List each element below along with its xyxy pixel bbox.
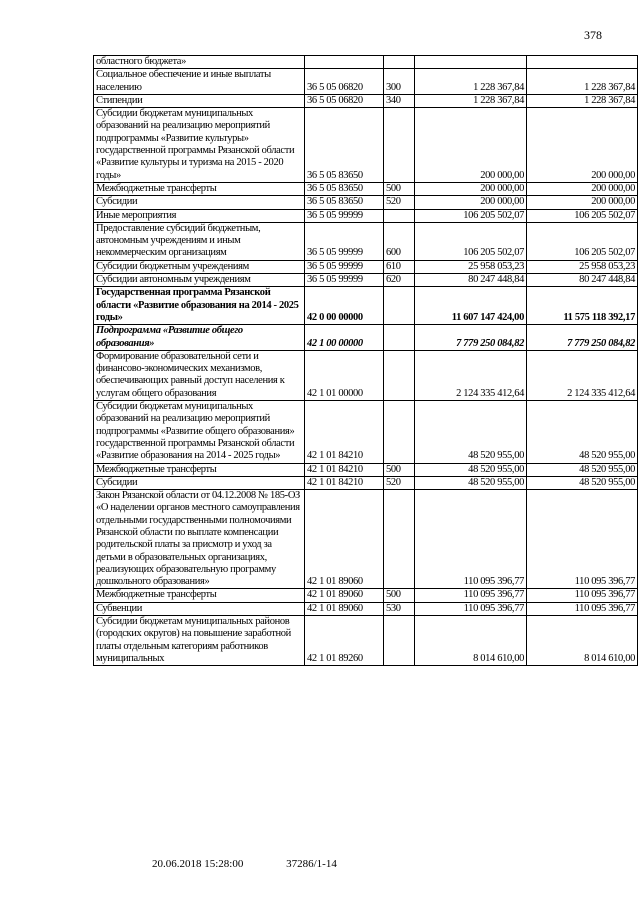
row-sum1-cell: 48 520 955,00 (415, 476, 527, 489)
row-name-cell: Субсидии автономным учреждениям (94, 274, 305, 287)
table-row (94, 108, 638, 183)
row-name-cell: Межбюджетные трансферты (94, 589, 305, 602)
row-vr-cell: 520 (384, 476, 415, 489)
table-row (94, 401, 638, 463)
row-name-cell: Субсидии бюджетам муниципальных образований на реализацию мероприятий подпрограммы «Развитие культуры» государственной программы Рязанской области «Развитие культуры и туризма на 2015 - 2020 годы» (94, 108, 305, 183)
row-sum1-cell: 106 205 502,07 (415, 222, 527, 260)
row-vr-cell (384, 325, 415, 351)
row-sum2-cell: 200 000,00 (527, 196, 638, 209)
row-sum1-cell: 200 000,00 (415, 182, 527, 195)
table-row (94, 589, 638, 602)
row-vr-cell: 500 (384, 589, 415, 602)
row-vr-cell (384, 616, 415, 666)
row-csr-cell: 42 1 01 89060 (305, 490, 384, 589)
row-csr-cell: 36 5 05 83650 (305, 182, 384, 195)
row-name-cell: Предоставление субсидий бюджетным, автономным учреждениям и иным некоммерческим организациям (94, 222, 305, 260)
table-row (94, 260, 638, 273)
budget-table-body (94, 56, 638, 666)
table-row (94, 222, 638, 260)
row-name-cell: Межбюджетные трансферты (94, 463, 305, 476)
table-row (94, 350, 638, 400)
row-name-cell: Субсидии бюджетным учреждениям (94, 260, 305, 273)
table-row (94, 274, 638, 287)
table-row (94, 209, 638, 222)
table-row (94, 94, 638, 107)
row-sum2-cell: 8 014 610,00 (527, 616, 638, 666)
row-name-cell: Социальное обеспечение и иные выплаты населению (94, 69, 305, 95)
row-sum1-cell: 80 247 448,84 (415, 274, 527, 287)
page-footer (152, 858, 377, 870)
table-row (94, 602, 638, 615)
row-sum2-cell: 7 779 250 084,82 (527, 325, 638, 351)
footer-doc-number: 37286/1-14 (286, 858, 337, 870)
row-vr-cell: 610 (384, 260, 415, 273)
page-number: 378 (584, 28, 602, 42)
budget-table (93, 55, 638, 666)
row-csr-cell: 42 0 00 00000 (305, 287, 384, 325)
row-name-cell: Стипендии (94, 94, 305, 107)
row-csr-cell: 36 5 05 99999 (305, 274, 384, 287)
row-name-cell: Межбюджетные трансферты (94, 182, 305, 195)
row-sum1-cell: 25 958 053,23 (415, 260, 527, 273)
row-name-cell: Субсидии (94, 196, 305, 209)
row-csr-cell: 42 1 01 89260 (305, 616, 384, 666)
row-sum1-cell: 2 124 335 412,64 (415, 350, 527, 400)
row-sum1-cell: 48 520 955,00 (415, 463, 527, 476)
row-sum2-cell: 200 000,00 (527, 182, 638, 195)
row-vr-cell: 600 (384, 222, 415, 260)
table-row (94, 56, 638, 69)
row-sum2-cell: 1 228 367,84 (527, 69, 638, 95)
row-sum2-cell: 106 205 502,07 (527, 209, 638, 222)
row-name-cell: Подпрограмма «Развитие общего образования» (94, 325, 305, 351)
row-vr-cell (384, 56, 415, 69)
row-csr-cell: 42 1 01 00000 (305, 350, 384, 400)
table-row (94, 616, 638, 666)
row-csr-cell: 36 5 05 83650 (305, 108, 384, 183)
table-row (94, 69, 638, 95)
table-row (94, 325, 638, 351)
row-vr-cell: 520 (384, 196, 415, 209)
table-row (94, 287, 638, 325)
row-vr-cell (384, 209, 415, 222)
table-row (94, 476, 638, 489)
table-row (94, 463, 638, 476)
row-csr-cell: 42 1 00 00000 (305, 325, 384, 351)
row-sum1-cell: 110 095 396,77 (415, 602, 527, 615)
row-vr-cell (384, 350, 415, 400)
table-row (94, 490, 638, 589)
row-sum2-cell: 110 095 396,77 (527, 490, 638, 589)
row-vr-cell: 500 (384, 182, 415, 195)
row-vr-cell: 620 (384, 274, 415, 287)
row-sum1-cell (415, 56, 527, 69)
table-row (94, 182, 638, 195)
row-sum1-cell: 200 000,00 (415, 196, 527, 209)
row-csr-cell: 42 1 01 89060 (305, 589, 384, 602)
row-sum2-cell: 110 095 396,77 (527, 602, 638, 615)
row-sum2-cell: 2 124 335 412,64 (527, 350, 638, 400)
row-name-cell: Субсидии бюджетам муниципальных районов (городских округов) на повышение заработной платы отдельным категориям работников муниципальных (94, 616, 305, 666)
row-sum1-cell: 8 014 610,00 (415, 616, 527, 666)
row-name-cell: Субвенции (94, 602, 305, 615)
row-sum2-cell (527, 56, 638, 69)
row-sum2-cell: 106 205 502,07 (527, 222, 638, 260)
row-sum2-cell: 48 520 955,00 (527, 476, 638, 489)
row-sum1-cell: 106 205 502,07 (415, 209, 527, 222)
row-csr-cell: 42 1 01 84210 (305, 476, 384, 489)
row-name-cell: Закон Рязанской области от 04.12.2008 № 185-ОЗ «О наделении органов местного самоуправления отдельными государственными полномочиями Рязанской области по выплате компенсации родительской платы за присмотр и уход за детьми в образовательных организациях, реализующих образовательную программу дошкольного образования» (94, 490, 305, 589)
row-vr-cell (384, 108, 415, 183)
row-name-cell: Субсидии бюджетам муниципальных образований на реализацию мероприятий подпрограммы «Развитие общего образования» государственной программы Рязанской области «Развитие образования на 2014 - 2025 годы» (94, 401, 305, 463)
row-sum1-cell: 110 095 396,77 (415, 490, 527, 589)
row-csr-cell: 42 1 01 89060 (305, 602, 384, 615)
row-csr-cell (305, 56, 384, 69)
row-sum2-cell: 1 228 367,84 (527, 94, 638, 107)
row-csr-cell: 42 1 01 84210 (305, 401, 384, 463)
row-name-cell: Государственная программа Рязанской области «Развитие образования на 2014 - 2025 годы» (94, 287, 305, 325)
row-sum1-cell: 110 095 396,77 (415, 589, 527, 602)
row-name-cell: Формирование образовательной сети и финансово-экономических механизмов, обеспечивающих равный доступ населения к услугам общего образования (94, 350, 305, 400)
row-name-cell: Иные мероприятия (94, 209, 305, 222)
row-vr-cell: 530 (384, 602, 415, 615)
row-sum2-cell: 200 000,00 (527, 108, 638, 183)
row-vr-cell (384, 401, 415, 463)
row-vr-cell: 500 (384, 463, 415, 476)
row-csr-cell: 36 5 05 99999 (305, 222, 384, 260)
row-sum2-cell: 48 520 955,00 (527, 463, 638, 476)
row-sum1-cell: 48 520 955,00 (415, 401, 527, 463)
row-name-cell: областного бюджета» (94, 56, 305, 69)
row-sum1-cell: 7 779 250 084,82 (415, 325, 527, 351)
row-sum1-cell: 11 607 147 424,00 (415, 287, 527, 325)
row-sum2-cell: 11 575 118 392,17 (527, 287, 638, 325)
footer-datetime: 20.06.2018 15:28:00 (152, 858, 244, 870)
row-sum2-cell: 80 247 448,84 (527, 274, 638, 287)
row-sum2-cell: 48 520 955,00 (527, 401, 638, 463)
row-csr-cell: 36 5 05 06820 (305, 69, 384, 95)
row-csr-cell: 36 5 05 83650 (305, 196, 384, 209)
row-vr-cell (384, 490, 415, 589)
row-name-cell: Субсидии (94, 476, 305, 489)
row-vr-cell (384, 287, 415, 325)
row-csr-cell: 36 5 05 99999 (305, 260, 384, 273)
row-csr-cell: 42 1 01 84210 (305, 463, 384, 476)
row-csr-cell: 36 5 05 99999 (305, 209, 384, 222)
table-row (94, 196, 638, 209)
row-sum1-cell: 1 228 367,84 (415, 69, 527, 95)
row-sum1-cell: 1 228 367,84 (415, 94, 527, 107)
row-csr-cell: 36 5 05 06820 (305, 94, 384, 107)
row-vr-cell: 340 (384, 94, 415, 107)
row-sum2-cell: 25 958 053,23 (527, 260, 638, 273)
row-vr-cell: 300 (384, 69, 415, 95)
row-sum1-cell: 200 000,00 (415, 108, 527, 183)
row-sum2-cell: 110 095 396,77 (527, 589, 638, 602)
